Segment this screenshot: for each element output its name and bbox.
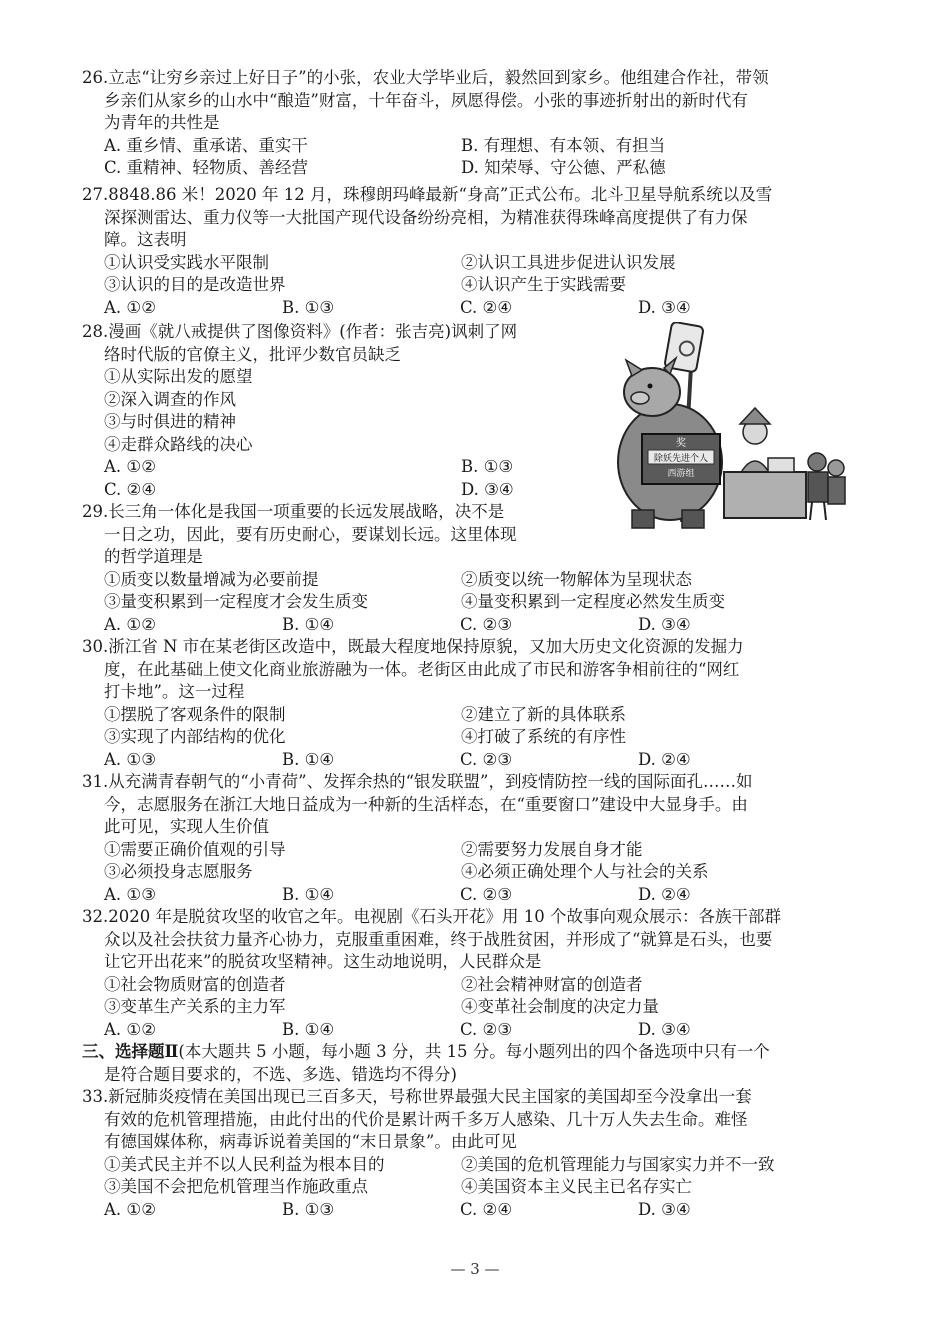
- q29-line-1: 29.长三角一体化是我国一项重要的长远发展战略，决不是: [82, 502, 505, 521]
- q27-line-2: 深探测雷达、重力仪等一大批国产现代设备纷纷亮相，为精准获得珠峰高度提供了有力保: [104, 207, 748, 227]
- q31-line-3: 此可见，实现人生价值: [104, 817, 269, 836]
- q32-statement-2: ②社会精神财富的创造者: [461, 974, 643, 994]
- q31-option-b: B. ①④: [282, 884, 335, 904]
- q30-statement-1: ①摆脱了客观条件的限制: [104, 704, 286, 724]
- q26-line-1: 26.立志“让穷乡亲过上好日子”的小张，农业大学毕业后，毅然回到家乡。他组建合作社，带领: [82, 68, 769, 87]
- q28-statement-4: ④走群众路线的决心: [104, 434, 253, 454]
- q26-line-2: 乡亲们从家乡的山水中“酿造”财富，十年奋斗，夙愿得偿。小张的事迹折射出的新时代有: [104, 90, 748, 110]
- q30-statement-4: ④打破了系统的有序性: [461, 727, 626, 746]
- q26-option-b: B. 有理想、有本领、有担当: [461, 135, 666, 155]
- q32-line-1: 32.2020 年是脱贫攻坚的收官之年。电视剧《石头开花》用 10 个故事向观众展示：各族干部群: [82, 907, 781, 926]
- q31-statement-3: ③必须投身志愿服务: [104, 862, 253, 881]
- q27-line-1: 27.8848.86 米！2020 年 12 月，珠穆朗玛峰最新“身高”正式公布。北斗卫星导航系统以及雪: [82, 185, 773, 204]
- q26-option-d: D. 知荣辱、守公德、严私德: [461, 158, 666, 177]
- q27-statement-4: ④认识产生于实践需要: [461, 275, 626, 294]
- q31-option-a: A. ①③: [104, 884, 156, 904]
- q31-statement-2: ②需要努力发展自身才能: [461, 839, 643, 859]
- q30-options: [82, 749, 862, 772]
- q29-statement-3: ③量变积累到一定程度才会发生质变: [104, 592, 368, 611]
- q33-statement-1: ①美式民主并不以人民利益为根本目的: [104, 1154, 385, 1174]
- q31-option-c: C. ②③: [460, 884, 513, 904]
- section-3-line-1-rest: (本大题共 5 小题，每小题 3 分，共 15 分。每小题列出的四个备选项中只有一个: [178, 1042, 770, 1061]
- q30-line-3: 打卡地”。这一过程: [104, 682, 245, 701]
- q26-line-3: 为青年的共性是: [104, 113, 220, 132]
- q29-statement-2: ②质变以统一物解体为呈现状态: [461, 569, 692, 589]
- question-26: [82, 67, 862, 180]
- q28-option-a: A. ①②: [104, 457, 156, 476]
- q30-option-d: D. ②④: [638, 749, 691, 769]
- section-3-instructions: [82, 1041, 862, 1086]
- page-number: — 3 —: [450, 1260, 500, 1278]
- q27-statements-12: [82, 252, 862, 275]
- q27-option-c: C. ②④: [460, 297, 513, 317]
- question-32: [82, 906, 862, 1041]
- q30-statements-34: [82, 726, 862, 749]
- q29-option-b: B. ①④: [282, 614, 335, 634]
- question-27: [82, 184, 862, 319]
- q28-statement-2: ②深入调查的作风: [104, 389, 236, 409]
- q30-line-1: 30.浙江省 N 市在某老街区改造中，既最大程度地保持原貌，又加大历史文化资源的发掘力: [82, 637, 744, 656]
- q27-options: [82, 297, 862, 320]
- award-sign-line-1: 除妖先进个人: [653, 454, 709, 464]
- q33-statements-12: [82, 1154, 862, 1177]
- q32-statement-4: ④变革社会制度的决定力量: [461, 997, 659, 1016]
- q27-statement-1: ①认识受实践水平限制: [104, 252, 269, 272]
- q32-option-a: A. ①②: [104, 1019, 156, 1039]
- section-3-line-2: 是符合题目要求的，不选、多选、错选均不得分): [104, 1064, 457, 1084]
- q33-line-1: 33.新冠肺炎疫情在美国出现已三百多天，号称世界最强大民主国家的美国却至今没拿出一套: [82, 1087, 752, 1106]
- award-sign-line-2: 西游组: [667, 469, 695, 479]
- q33-option-b: B. ①③: [282, 1199, 335, 1219]
- q30-statement-2: ②建立了新的具体联系: [461, 704, 626, 724]
- question-30: [82, 636, 862, 771]
- q27-option-a: A. ①②: [104, 297, 156, 317]
- q29-statements-12: [82, 569, 862, 592]
- q29-option-d: D. ③④: [638, 614, 691, 634]
- q27-option-b: B. ①③: [282, 297, 335, 317]
- q33-statement-4: ④美国资本主义民主已名存实亡: [461, 1177, 692, 1196]
- laptop-icon: [768, 458, 794, 472]
- q27-statement-3: ③认识的目的是改造世界: [104, 275, 286, 294]
- q28-line-1: 28.漫画《就八戒提供了图像资料》(作者：张吉亮)讽刺了网: [82, 322, 518, 341]
- q32-statements-12: [82, 974, 862, 997]
- q33-line-3: 有德国媒体称，病毒诉说着美国的“末日景象”。由此可见: [104, 1132, 517, 1151]
- q26-option-c: C. 重精神、轻物质、善经营: [104, 158, 309, 177]
- q30-line-2: 度，在此基础上使文化商业旅游融为一体。老街区由此成了市民和游客争相前往的“网红: [104, 659, 740, 679]
- q33-statement-3: ③美国不会把危机管理当作施政重点: [104, 1177, 368, 1196]
- q32-option-c: C. ②③: [460, 1019, 513, 1039]
- question-29: [82, 501, 862, 636]
- q27-statements-34: [82, 274, 862, 297]
- section-3-heading: 三、选择题Ⅱ: [82, 1042, 179, 1061]
- q30-option-a: A. ①③: [104, 749, 156, 769]
- q31-line-2: 今，志愿服务在浙江大地日益成为一种新的生活样态，在“重要窗口”建设中大显身手。由: [104, 794, 748, 814]
- q29-statement-4: ④量变积累到一定程度必然发生质变: [461, 592, 725, 611]
- q32-option-b: B. ①④: [282, 1019, 335, 1039]
- q30-option-c: C. ②③: [460, 749, 513, 769]
- q31-statements-12: [82, 839, 862, 862]
- q26-options-cd: [82, 157, 862, 180]
- q33-statements-34: [82, 1176, 862, 1199]
- q28-option-c: C. ②④: [104, 479, 157, 499]
- q27-statement-2: ②认识工具进步促进认识发展: [461, 252, 676, 272]
- award-sign-title: 奖: [676, 438, 686, 449]
- q29-option-c: C. ②③: [460, 614, 513, 634]
- q29-options: [82, 614, 862, 637]
- question-31: [82, 771, 862, 906]
- q32-line-2: 众以及社会扶贫力量齐心协力，克服重重困难，终于战胜贫困，并形成了“就算是石头，也要: [104, 929, 773, 949]
- q32-statement-1: ①社会物质财富的创造者: [104, 974, 286, 994]
- q32-options: [82, 1019, 862, 1042]
- q31-option-d: D. ②④: [638, 884, 691, 904]
- q33-option-d: D. ③④: [638, 1199, 691, 1219]
- q31-line-1: 31.从充满青春朝气的“小青荷”、发挥余热的“银发联盟”，到疫情防控一线的国际面孔……如: [82, 772, 753, 791]
- q33-statement-2: ②美国的危机管理能力与国家实力并不一致: [461, 1154, 775, 1174]
- q28-option-b: B. ①③: [461, 457, 514, 476]
- q30-statement-3: ③实现了内部结构的优化: [104, 727, 286, 746]
- q30-statements-12: [82, 704, 862, 727]
- q27-option-d: D. ③④: [638, 297, 691, 317]
- q29-statements-34: [82, 591, 862, 614]
- section-3-line-1: [82, 1041, 862, 1064]
- question-33: [82, 1086, 862, 1221]
- q31-statement-1: ①需要正确价值观的引导: [104, 839, 286, 859]
- q29-statement-1: ①质变以数量增减为必要前提: [104, 569, 319, 589]
- q32-option-d: D. ③④: [638, 1019, 691, 1039]
- q31-statement-4: ④必须正确处理个人与社会的关系: [461, 862, 709, 881]
- q30-option-b: B. ①④: [282, 749, 335, 769]
- q33-options: [82, 1199, 862, 1222]
- q29-line-2: 一日之功，因此，要有历史耐心，要谋划长远。这里体现: [104, 524, 517, 544]
- q31-options: [82, 884, 862, 907]
- q32-line-3: 让它开出花来”的脱贫攻坚精神。这生动地说明，人民群众是: [104, 952, 542, 971]
- q28-statement-1: ①从实际出发的愿望: [104, 367, 253, 386]
- q32-statements-34: [82, 996, 862, 1019]
- q26-options-ab: [82, 135, 862, 158]
- q32-statement-3: ③变革生产关系的主力军: [104, 997, 286, 1016]
- q28-option-d: D. ③④: [461, 479, 514, 499]
- q31-statements-34: [82, 861, 862, 884]
- q33-option-c: C. ②④: [460, 1199, 513, 1219]
- q28-statement-3: ③与时俱进的精神: [104, 412, 236, 431]
- q33-option-a: A. ①②: [104, 1199, 156, 1219]
- q29-line-3: 的哲学道理是: [104, 547, 203, 566]
- q26-option-a: A. 重乡情、重承诺、重实干: [104, 135, 308, 155]
- q29-option-a: A. ①②: [104, 614, 156, 634]
- q33-line-2: 有效的危机管理措施，由此付出的代价是累计两千多万人感染、几十万人失去生命。难怪: [104, 1109, 748, 1129]
- q28-line-2: 络时代版的官僚主义，批评少数官员缺乏: [104, 344, 401, 364]
- q27-line-3: 障。这表明: [104, 230, 187, 249]
